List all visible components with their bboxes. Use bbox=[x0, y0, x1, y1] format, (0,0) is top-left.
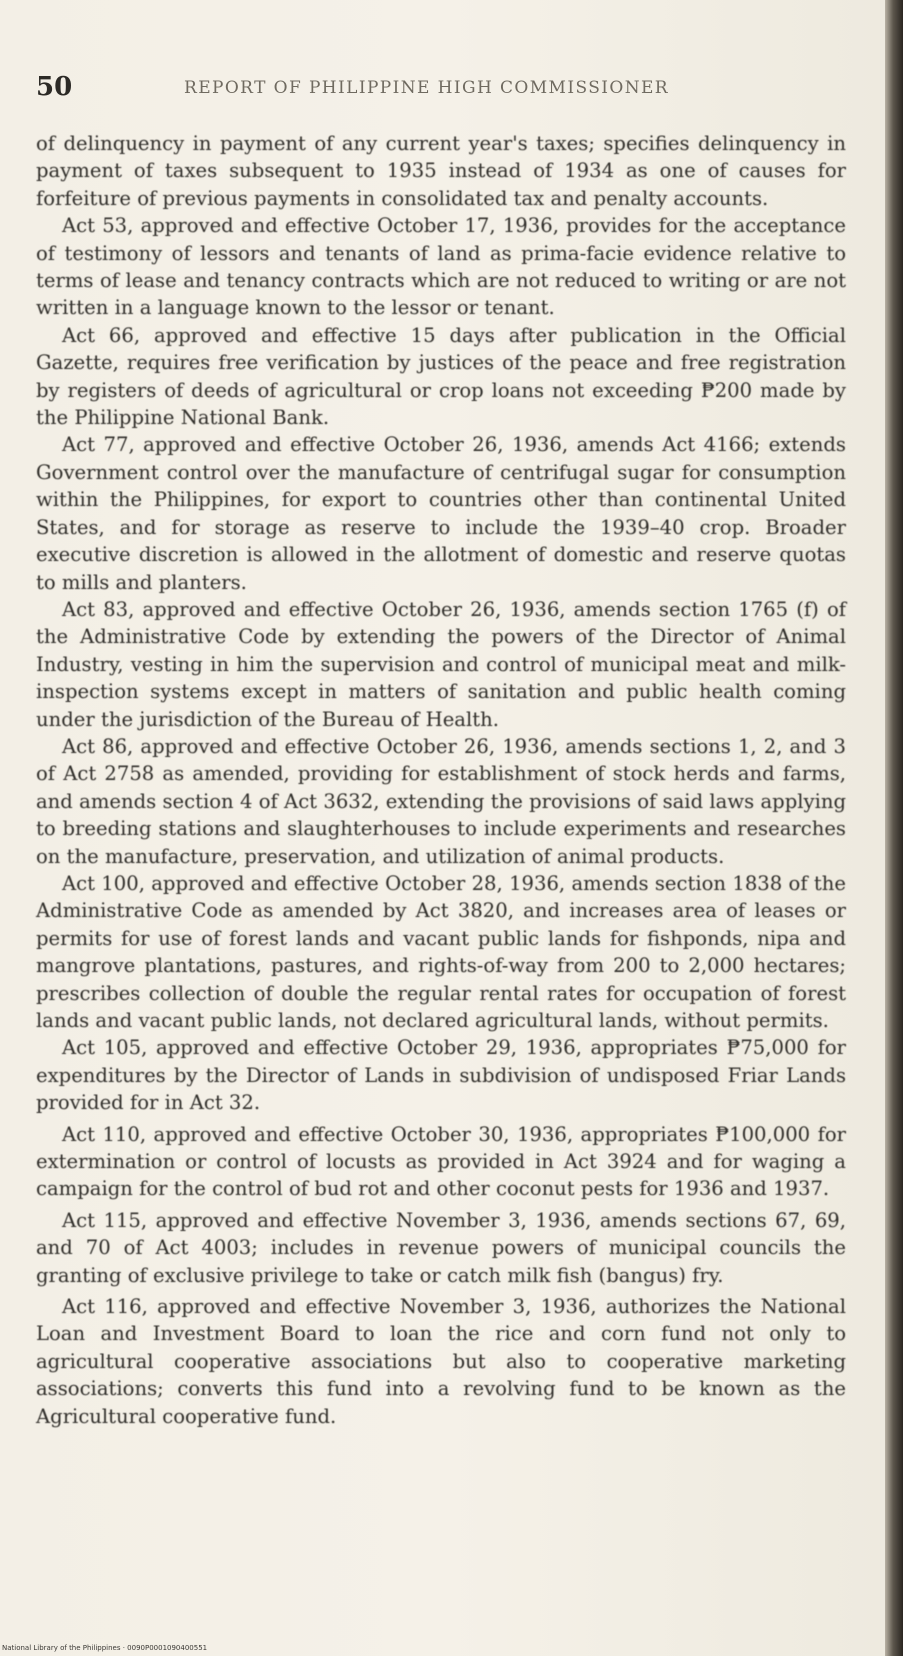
paragraph-act-115: Act 115, approved and effective November 3, 1936, amends sections 67, 69, and 70 of Act 4003; includes in revenue powers of municipal councils the granting of exclusive privilege to take or catch milk fish (bangus) fry. bbox=[36, 1208, 846, 1287]
paragraph-act-83: Act 83, approved and effective October 26, 1936, amends section 1765 (f) of the Administrative Code by extending the powers of the Director of Animal Industry, vesting in him the supervision and control of municipal meat and milk-inspection systems except in matters of sanitation and public health coming under the jurisdiction of the Bureau of Health. bbox=[36, 597, 846, 731]
paragraph-act-116: Act 116, approved and effective November 3, 1936, authorizes the National Loan and Investment Board to loan the rice and corn fund not only to agricultural cooperative associations but also to cooperative marketing associations; converts this fund into a revolving fund to be known as the Agricultural cooperative fund. bbox=[36, 1295, 846, 1428]
scan-source-footer: National Library of the Philippines · 0090P0001090400551 bbox=[2, 1644, 208, 1652]
paragraph-act-77: Act 77, approved and effective October 26, 1936, amends Act 4166; extends Government control over the manufacture of centrifugal sugar for consumption within the Philippines, for export to countries other than continental United States, and for storage as reserve to include the 1939–40 crop. Broader executive discretion is allowed in the allotment of domestic and reserve quotas to mills and planters. bbox=[36, 433, 846, 594]
paragraph-act-86: Act 86, approved and effective October 26, 1936, amends sections 1, 2, and 3 of Act 2758 as amended, providing for establishment of stock herds and farms, and amends section 4 of Act 3632, extending the provisions of said laws applying to breeding stations and slaughterhouses to include experiments and researches on the manufacture, preservation, and utilization of animal products. bbox=[36, 734, 846, 868]
book-spine-edge bbox=[885, 0, 903, 1656]
paragraph-act-53: Act 53, approved and effective October 17, 1936, provides for the acceptance of testimony of lessors and tenants of land as prima-facie evidence relative to terms of lease and tenancy contracts which are not reduced to writing or are not written in a language known to the lessor or tenant. bbox=[36, 214, 846, 320]
running-head: REPORT OF PHILIPPINE HIGH COMMISSIONER bbox=[184, 78, 669, 98]
page-header bbox=[36, 72, 846, 112]
paragraph-act-100: Act 100, approved and effective October 28, 1936, amends section 1838 of the Administrative Code as amended by Act 3820, and increases area of leases or permits for use of forest lands and vacant public lands for fishponds, nipa and mangrove plantations, pastures, and rights-of-way from 200 to 2,000 hectares; prescribes collection of double the regular rental rates for occupation of forest lands and vacant public lands, not declared agricultural lands, without permits. bbox=[36, 871, 846, 1032]
paragraph-act-66: Act 66, approved and effective 15 days after publication in the Official Gazette, requires free verification by justices of the peace and free registration by registers of deeds of agricultural or crop loans not exceeding ₱200 made by the Philippine National Bank. bbox=[36, 323, 846, 430]
paragraph-act-110: Act 110, approved and effective October 30, 1936, appropriates ₱100,000 for extermination or control of locusts as provided in Act 3924 and for waging a campaign for the control of bud rot and other coconut pests for 1936 and 1937. bbox=[36, 1122, 846, 1201]
document-body bbox=[36, 130, 846, 1430]
page-number: 50 bbox=[36, 72, 73, 102]
paragraph-continuation: of delinquency in payment of any current year's taxes; specifies delinquency in payment of taxes subsequent to 1935 instead of 1934 as one of causes for forfeiture of previous payments in consolidated tax and penalty accounts. bbox=[36, 132, 846, 210]
paragraph-act-105: Act 105, approved and effective October 29, 1936, appropriates ₱75,000 for expenditures by the Director of Lands in subdivision of undisposed Friar Lands provided for in Act 32. bbox=[36, 1036, 846, 1115]
